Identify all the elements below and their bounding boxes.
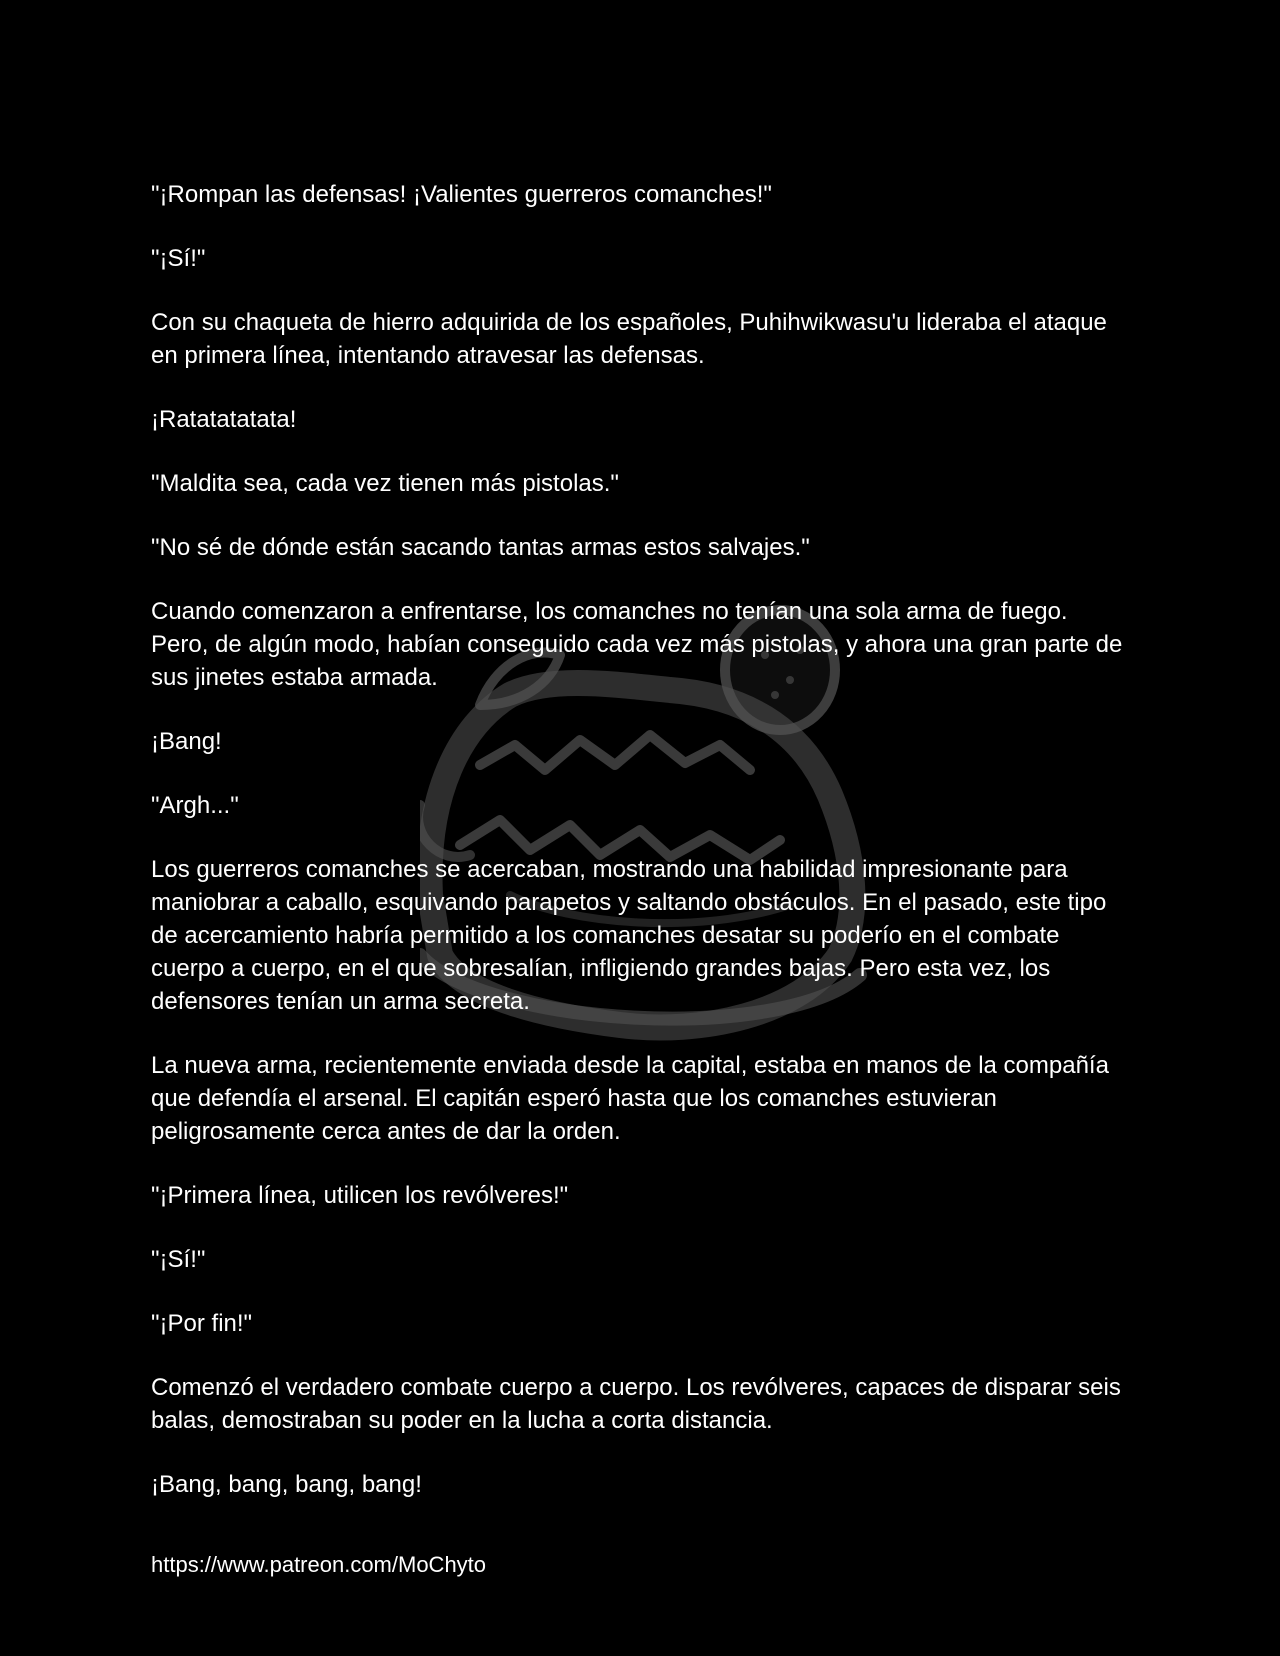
paragraph: Cuando comenzaron a enfrentarse, los comanches no tenían una sola arma de fuego. Pero, de algún modo, habían conseguido cada vez más pistolas, y ahora una gran parte de sus jinetes estaba armada. <box>151 598 1123 691</box>
paragraph: "Maldita sea, cada vez tienen más pistolas." <box>151 470 619 497</box>
paragraph: "¡Rompan las defensas! ¡Valientes guerreros comanches!" <box>151 181 772 208</box>
paragraph: ¡Ratatatatata! <box>151 406 297 433</box>
paragraph: Comenzó el verdadero combate cuerpo a cuerpo. Los revólveres, capaces de disparar seis balas, demostraban su poder en la lucha a corta distancia. <box>151 1374 1121 1434</box>
paragraph: "Argh..." <box>151 792 239 819</box>
paragraph: ¡Bang, bang, bang, bang! <box>151 1471 422 1498</box>
story-text <box>151 178 1131 1532</box>
paragraph: Con su chaqueta de hierro adquirida de los españoles, Puhihwikwasu'u lideraba el ataque en primera línea, intentando atravesar las defensas. <box>151 309 1107 369</box>
paragraph: "¡Primera línea, utilicen los revólveres!" <box>151 1182 569 1209</box>
paragraph: La nueva arma, recientemente enviada desde la capital, estaba en manos de la compañía que defendía el arsenal. El capitán esperó hasta que los comanches estuvieran peligrosamente cerca antes de dar la orden. <box>151 1052 1109 1145</box>
paragraph: "¡Sí!" <box>151 1246 206 1273</box>
paragraph: "¡Por fin!" <box>151 1310 253 1337</box>
paragraph: ¡Bang! <box>151 728 222 755</box>
paragraph: Los guerreros comanches se acercaban, mostrando una habilidad impresionante para maniobrar a caballo, esquivando parapetos y saltando obstáculos. En el pasado, este tipo de acercamiento habría permitido a los comanches desatar su poderío en el combate cuerpo a cuerpo, en el que sobresalían, infligiendo grandes bajas. Pero esta vez, los defensores tenían un arma secreta. <box>151 856 1107 1015</box>
patreon-link[interactable]: https://www.patreon.com/MoChyto <box>151 1552 487 1577</box>
paragraph: "¡Sí!" <box>151 245 206 272</box>
paragraph: "No sé de dónde están sacando tantas armas estos salvajes." <box>151 534 810 561</box>
